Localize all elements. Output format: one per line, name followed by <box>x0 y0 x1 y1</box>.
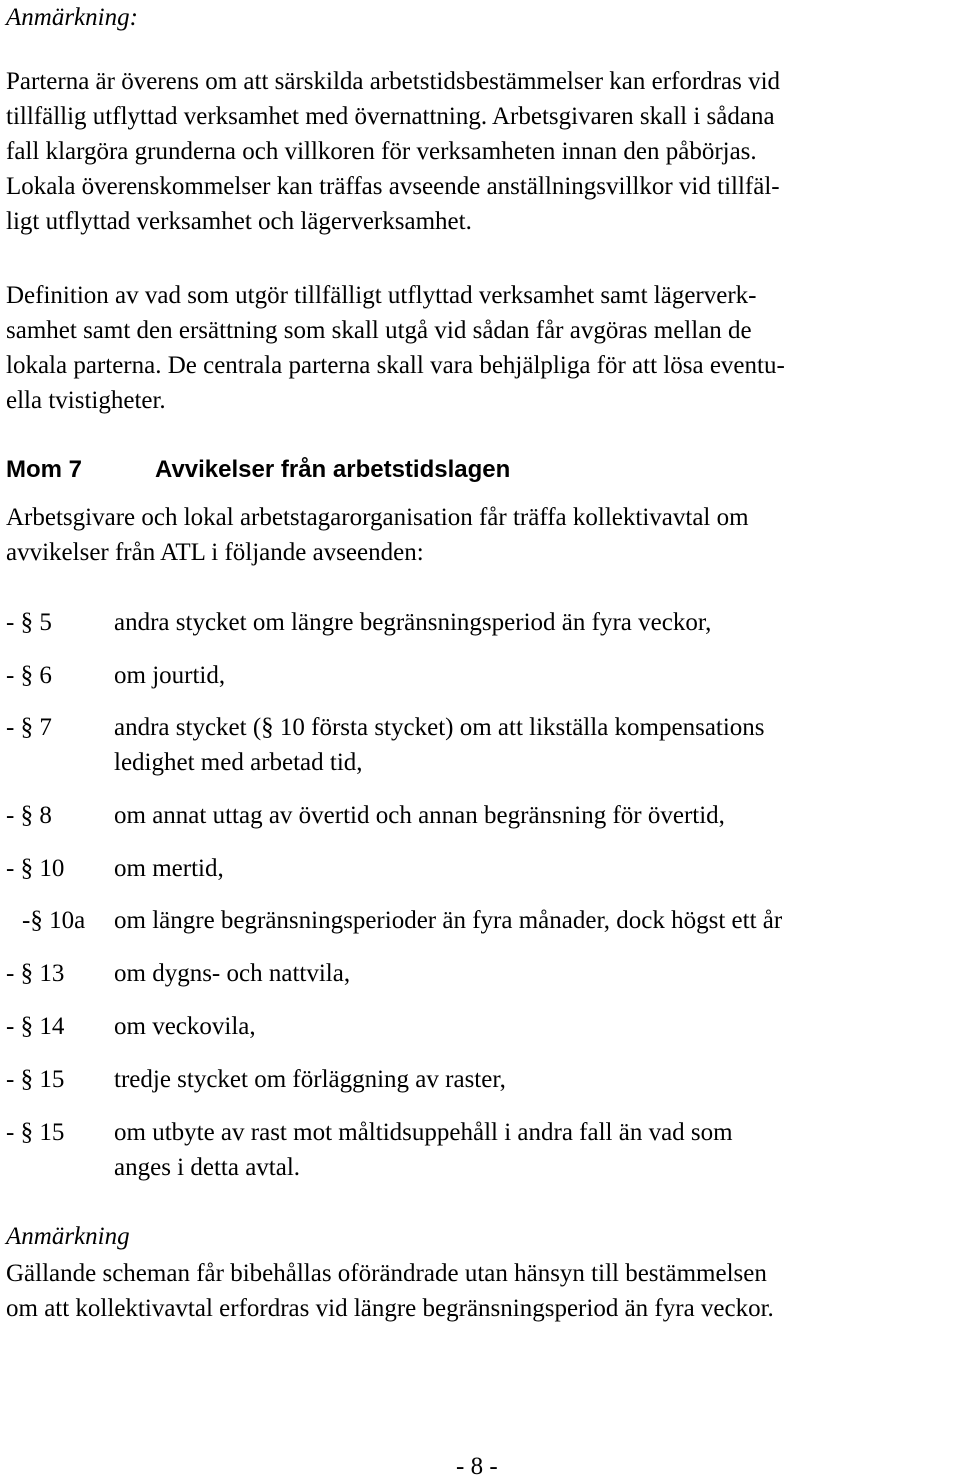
text-line: ligt utflyttad verksamhet och lägerverksamhet. <box>6 208 472 235</box>
text-line: Parterna är överens om att särskilda arbetstidsbestämmelser kan erfordras vid <box>6 68 781 95</box>
page-number: - 8 - <box>456 1453 498 1480</box>
list-item-text: om dygns- och nattvila, <box>114 960 351 987</box>
paragraph-definition <box>6 278 956 418</box>
text-line: om att kollektivavtal erfordras vid längre begränsningsperiod än fyra veckor. <box>6 1295 774 1322</box>
paragraph-schedules <box>6 1256 956 1326</box>
section-heading <box>6 452 906 487</box>
list-item-text: om mertid, <box>114 855 224 882</box>
note-heading: Anmärkning: <box>6 4 138 31</box>
text-line: fall klargöra grunderna och villkoren för verksamheten innan den påbörjas. <box>6 138 757 165</box>
section-reference: -§ 10a <box>22 907 86 934</box>
text-line: tillfällig utflyttad verksamhet med övernattning. Arbetsgivaren skall i sådana <box>6 103 775 130</box>
list-item-text: andra stycket om längre begränsningsperiod än fyra veckor, <box>114 609 712 636</box>
section-reference: - § 15 <box>6 1119 65 1146</box>
section-reference: - § 13 <box>6 960 65 987</box>
list-item-text: om längre begränsningsperioder än fyra månader, dock högst ett år <box>114 907 783 934</box>
section-reference: - § 14 <box>6 1013 65 1040</box>
section-title: Avvikelser från arbetstidslagen <box>155 456 511 483</box>
list-item-text: om utbyte av rast mot måltidsuppehåll i andra fall än vad som anges i detta avtal. <box>114 1119 733 1181</box>
text-line: Gällande scheman får bibehållas oförändrade utan hänsyn till bestämmelsen <box>6 1260 767 1287</box>
list-item-text: om annat uttag av övertid och annan begränsning för övertid, <box>114 802 725 829</box>
section-number: Mom 7 <box>6 456 83 483</box>
paragraph-intro <box>6 500 956 570</box>
section-reference: - § 6 <box>6 662 52 689</box>
section-reference: - § 8 <box>6 802 52 829</box>
note-heading-2: Anmärkning <box>6 1223 130 1250</box>
list-item-text: andra stycket (§ 10 första stycket) om att likställa kompensations ledighet med arbetad tid, <box>114 714 765 776</box>
list-item-text: tredje stycket om förläggning av raster, <box>114 1066 506 1093</box>
text-line: Definition av vad som utgör tillfälligt utflyttad verksamhet samt lägerverk- <box>6 282 757 309</box>
text-line: samhet samt den ersättning som skall utgå vid sådan får avgöras mellan de <box>6 317 752 344</box>
list-item-text: om jourtid, <box>114 662 226 689</box>
list-item-text: om veckovila, <box>114 1013 256 1040</box>
text-line: avvikelser från ATL i följande avseenden: <box>6 539 424 566</box>
section-reference: - § 10 <box>6 855 65 882</box>
section-reference: - § 7 <box>6 714 52 741</box>
text-line: lokala parterna. De centrala parterna skall vara behjälpliga för att lösa eventu- <box>6 352 785 379</box>
paragraph-temporary-relocation <box>6 64 956 239</box>
section-reference: - § 5 <box>6 609 52 636</box>
text-line: Arbetsgivare och lokal arbetstagarorganisation får träffa kollektivavtal om <box>6 504 749 531</box>
text-line: Lokala överenskommelser kan träffas avseende anställningsvillkor vid tillfäl- <box>6 173 780 200</box>
text-line: ella tvistigheter. <box>6 387 166 414</box>
section-reference: - § 15 <box>6 1066 65 1093</box>
